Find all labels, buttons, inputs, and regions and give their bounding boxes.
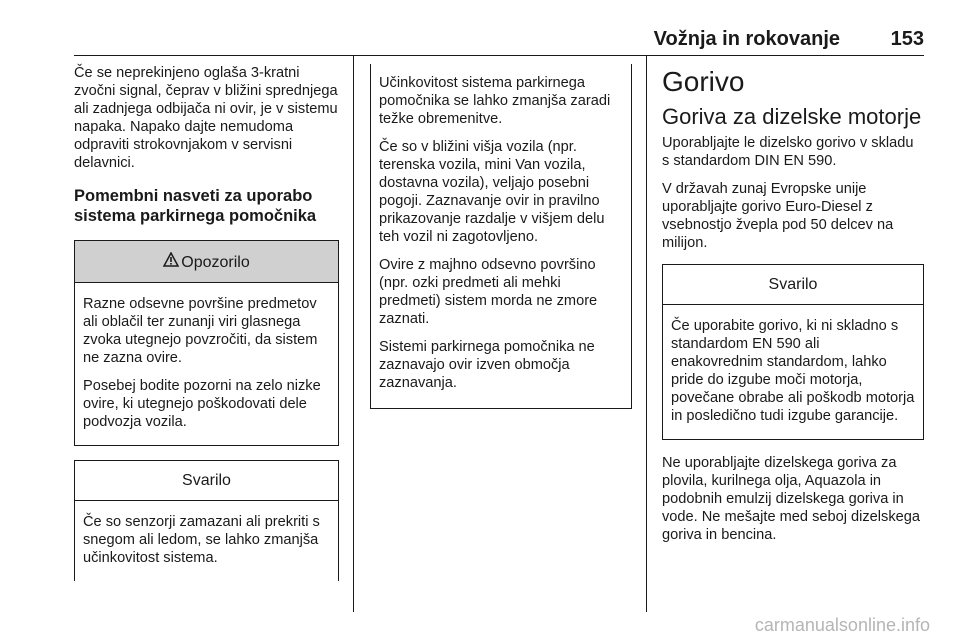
body-paragraph: V državah zunaj Evropske unije uporabljajte gorivo Euro-Diesel z vsebnostjo žvepla pod 50 delcev na milijon. [662,181,894,251]
column-divider-2 [646,56,647,612]
warning-box-title [75,241,338,283]
warning-box [74,240,339,446]
caution-box-body [75,501,338,581]
caution-paragraph: Če so senzorji zamazani ali prekriti s snegom ali ledom, se lahko zmanjša učinkovitost sistema. [83,514,320,566]
warning-title-text: Opozorilo [181,254,250,271]
caution-paragraph: Sistemi parkirnega pomočnika ne zaznavajo ovir izven območja zaznavanja. [379,339,595,391]
caution-box [662,264,924,440]
caution-box-title: Svarilo [75,461,338,501]
caution-box [74,460,339,581]
continued-caution-box [370,64,632,409]
section-subheading: Goriva za dizelske motorje [662,104,922,129]
body-paragraph: Ne uporabljajte dizelskega goriva za plovila, kurilnega olja, Aquazola in podobnih emulzij dizelskega goriva in vode. Ne mešajte med seboj dizelskega goriva in bencina. [662,455,920,543]
warning-box-body [75,283,338,445]
section-subheading: Pomembni nasveti za uporabo sistema parkirnega pomočnika [74,187,317,225]
running-head-title: Vožnja in rokovanje [653,28,840,50]
body-paragraph: Uporabljajte le dizelsko gorivo v skladu s standardom DIN EN 590. [662,135,914,169]
caution-paragraph: Če so v bližini višja vozila (npr. terenska vozila, mini Van vozila, dostavna vozila), veljajo posebni pogoji. Zaznavanje ovir in pravilno prikazovanje razdalje v višjem delu teh vozil ni zagotovljeno. [379,139,605,245]
warning-triangle-icon [163,252,179,272]
page-number: 153 [890,28,924,50]
caution-paragraph: Učinkovitost sistema parkirnega pomočnika se lahko zmanjša zaradi težke obremenitve. [379,75,611,127]
caution-paragraph: Če uporabite gorivo, ki ni skladno s standardom EN 590 ali enakovrednim standardom, lahko pride do izgube moči motorja, povečane obrabe ali poškodb motorja in posledično tudi izgube garancije. [671,318,915,424]
section-heading: Gorivo [662,66,745,97]
caution-box-body [663,305,923,439]
column-1 [74,64,339,581]
caution-box-title: Svarilo [663,265,923,305]
warning-paragraph: Posebej bodite pozorni na zelo nizke ovire, ki utegnejo poškodovati dele podvozja vozila. [83,378,321,430]
warning-paragraph: Razne odsevne površine predmetov ali oblačil ter zunanji viri glasnega zvoka utegnejo povzročiti, da sistem ne zazna ovire. [83,296,318,366]
column-divider-1 [353,56,354,612]
column-2 [370,64,632,409]
column-3 [662,62,924,554]
intro-paragraph: Če se neprekinjeno oglaša 3-kratni zvočni signal, čeprav v bližini sprednjega ali zadnjega odbijača ni ovir, je v sistemu napaka. Napako dajte nemudoma odpraviti strokovnjakom v servisni delavnici. [74,65,338,171]
watermark: carmanualsonline.info [754,615,930,635]
header-rule [74,55,924,56]
caution-paragraph: Ovire z majhno odsevno površino (npr. ozki predmeti ali mehki predmeti) sistem morda ne zmore zaznati. [379,257,598,327]
